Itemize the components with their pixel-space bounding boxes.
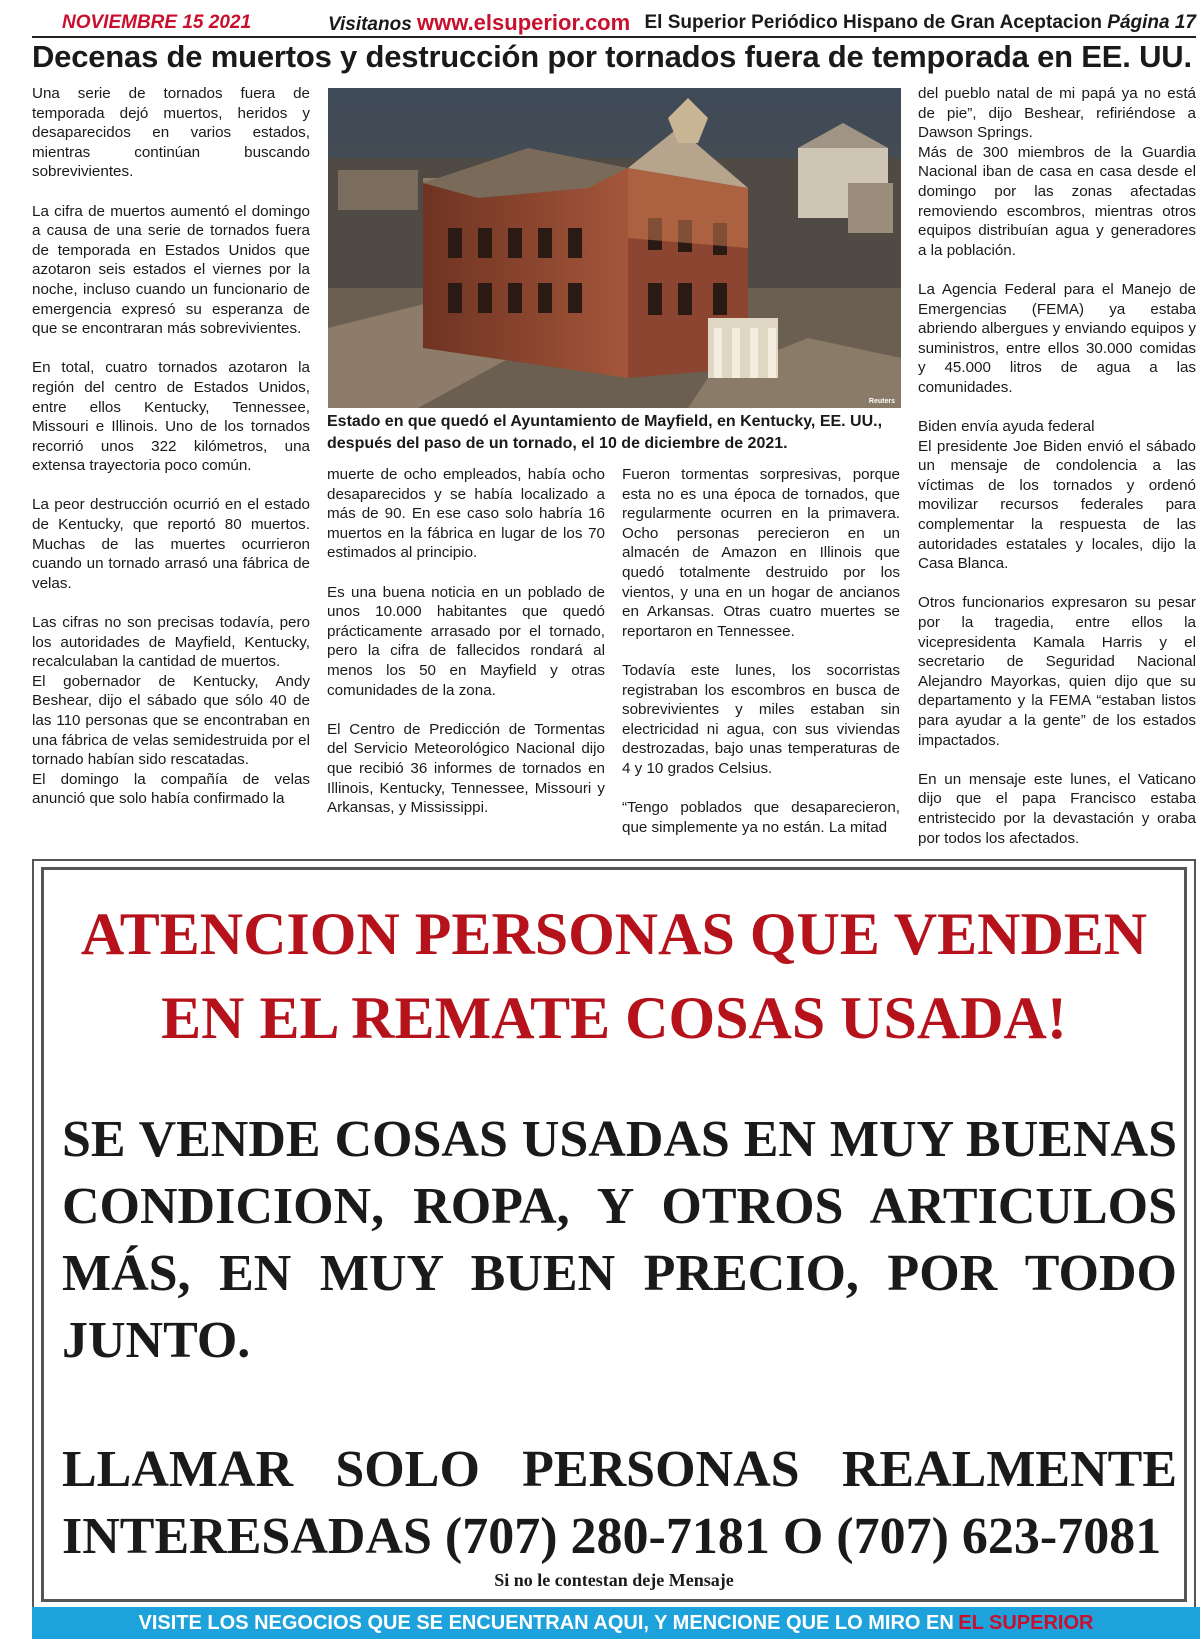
article-column-3: [622, 465, 900, 857]
paragraph: En un mensaje este lunes, el Vaticano dijo que el papa Francisco estaba entristecido por la devastación y oraba por todos los afectados.: [918, 770, 1196, 847]
subheading: Biden envía ayuda federal: [918, 418, 1095, 436]
paragraph: La peor destrucción ocurrió en el estado de Kentucky, que reportó 80 muertos. Muchas de las muertes ocurrieron cuando un tornado arrasó una fábrica de velas.: [32, 496, 310, 592]
footer-banner: [32, 1607, 1200, 1639]
visit-label: Visitanos: [328, 14, 412, 35]
article-photo: [328, 88, 901, 408]
article-column-2: [327, 465, 605, 837]
paragraph: Es una buena noticia en un poblado de unos 10.000 habitantes que quedó prácticamente arrasado por el tornado, pero la cifra de fallecidos rondará al menos los 50 en Mayfield y otras comunidades de la zona.: [327, 583, 605, 699]
photo-caption: Estado en que quedó el Ayuntamiento de Mayfield, en Kentucky, EE. UU., después del paso de un tornado, el 10 de diciembre de 2021.: [327, 413, 883, 452]
photo-credit: Reuters: [868, 398, 895, 405]
paragraph: El presidente Joe Biden envió el sábado un mensaje de condolencia a las víctimas de los tornados y ordenó movilizar recursos federales para complementar la respuesta de las autoridades estatales y locales, dijo la Casa Blanca.: [918, 437, 1196, 573]
ad-title-line-2: EN EL REMATE COSAS USADA!: [161, 985, 1067, 1051]
paragraph: Más de 300 miembros de la Guardia Nacional iban de casa en casa desde el domingo por las zonas afectadas removiendo escombros, mientras otros equipos distribuían agua y generadores a la población.: [918, 143, 1196, 259]
paragraph: Las cifras no son precisas todavía, pero los autoridades de Mayfield, Kentucky, recalculaban la cantidad de muertos.: [32, 614, 310, 671]
paragraph: La Agencia Federal para el Manejo de Emergencias (FEMA) ya estaba abriendo albergues y enviando equipos y suministros, entre ellos 30.000 comidas y 45.000 litros de agua a las comunidades.: [918, 280, 1196, 396]
paragraph: Fueron tormentas sorpresivas, porque esta no es una época de tornados, que regularmente ocurren en la primavera. Ocho personas perecieron en un almacén de Amazon en Illinois que quedó totalmente destruido por los vientos, y una en un hogar de ancianos en Arkansas. Otras cuatro muertes se reportaron en Tennessee.: [622, 466, 900, 640]
page-number: Página 17: [1107, 12, 1196, 33]
page-header: [32, 10, 1196, 38]
ad-inner-border: [41, 867, 1187, 1602]
paragraph: El domingo la compañía de velas anunció que solo había confirmado la: [32, 770, 310, 808]
paragraph: Otros funcionarios expresaron su pesar por la tragedia, entre ellos la vicepresidenta Kamala Harris y el secretario de Seguridad Nacional Alejandro Mayorkas, quien dijo que su departamento y la FEMA “estaban listos para ayudar a la gente” de los estados impactados.: [918, 594, 1196, 749]
paragraph: El Centro de Predicción de Tormentas del Servicio Meteorológico Nacional dijo que recibió 36 informes de tornados en Illinois, Kentucky, Tennessee, Missouri y Arkansas, y Mississippi.: [327, 720, 605, 817]
ad-body: SE VENDE COSAS USADAS EN MUY BUENAS CONDICION, ROPA, Y OTROS ARTICULOS MÁS, EN MUY BUEN PRECIO, POR TODO JUNTO.: [62, 1111, 1177, 1369]
paragraph: muerte de ocho empleados, había ocho desaparecidos y se había localizado a más de 90. En ese caso solo habría 16 muertos en la fábrica en lugar de los 70 estimados al principio.: [327, 466, 605, 562]
publication-line: [644, 12, 1196, 34]
footer-text: VISITE LOS NEGOCIOS QUE SE ENCUENTRAN AQUI, Y MENCIONE QUE LO MIRO EN: [138, 1612, 954, 1634]
article-column-4: [918, 84, 1196, 868]
visit-line: [328, 10, 630, 36]
paragraph: En total, cuatro tornados azotaron la región del centro de Estados Unidos, entre ellos Kentucky, Tennessee, Missouri e Illinois. Uno de los tornados recorrió unos 322 kilómetros, una extensa trayectoria poco común.: [32, 359, 310, 475]
paragraph: Todavía este lunes, los socorristas registraban los escombros en busca de sobrevivientes y miles estaban sin electricidad ni agua, con sus viviendas destrozadas, bajo unas temperaturas de 4 y 10 grados Celsius.: [622, 661, 900, 777]
paragraph: del pueblo natal de mi papá ya no está de pie”, dijo Beshear, refiriéndose a Dawson Springs.: [918, 85, 1196, 142]
publication-name: El Superior Periódico Hispano de Gran Aceptacion: [644, 12, 1102, 33]
ad-title: [44, 892, 1184, 1060]
paragraph: El gobernador de Kentucky, Andy Beshear, dijo el sábado que sólo 40 de las 110 personas que se encontraban en una fábrica de velas semidestruida por el tornado habían sido rescatadas.: [32, 672, 310, 769]
paragraph: “Tengo poblados que desaparecieron, que simplemente ya no están. La mitad: [622, 799, 900, 836]
issue-date: NOVIEMBRE 15 2021: [62, 12, 252, 33]
classified-ad: [32, 859, 1196, 1610]
footer-brand: EL SUPERIOR: [958, 1612, 1094, 1634]
website-link[interactable]: www.elsuperior.com: [417, 10, 631, 35]
article-headline: Decenas de muertos y destrucción por tornados fuera de temporada en EE. UU.: [32, 39, 1192, 74]
paragraph: Una serie de tornados fuera de temporada dejó muertos, heridos y desaparecidos en varios estados, mientras continúan buscando sobrevivientes.: [32, 85, 310, 181]
ad-title-line-1: ATENCION PERSONAS QUE VENDEN: [80, 901, 1148, 967]
mayfield-courthouse-illustration: [328, 88, 901, 408]
article-column-1: [32, 84, 310, 809]
ad-contact: LLAMAR SOLO PERSONAS REALMENTE INTERESADAS (707) 280-7181 O (707) 623-7081: [62, 1441, 1177, 1565]
paragraph: La cifra de muertos aumentó el domingo a causa de una serie de tornados fuera de temporada en Estados Unidos que azotaron seis estados el viernes por la noche, incluso cuando un funcionario de emergencia expresó su esperanza de que se encontraran más sobrevivientes.: [32, 202, 310, 338]
ad-note: Si no le contestan deje Mensaje: [494, 1570, 734, 1590]
